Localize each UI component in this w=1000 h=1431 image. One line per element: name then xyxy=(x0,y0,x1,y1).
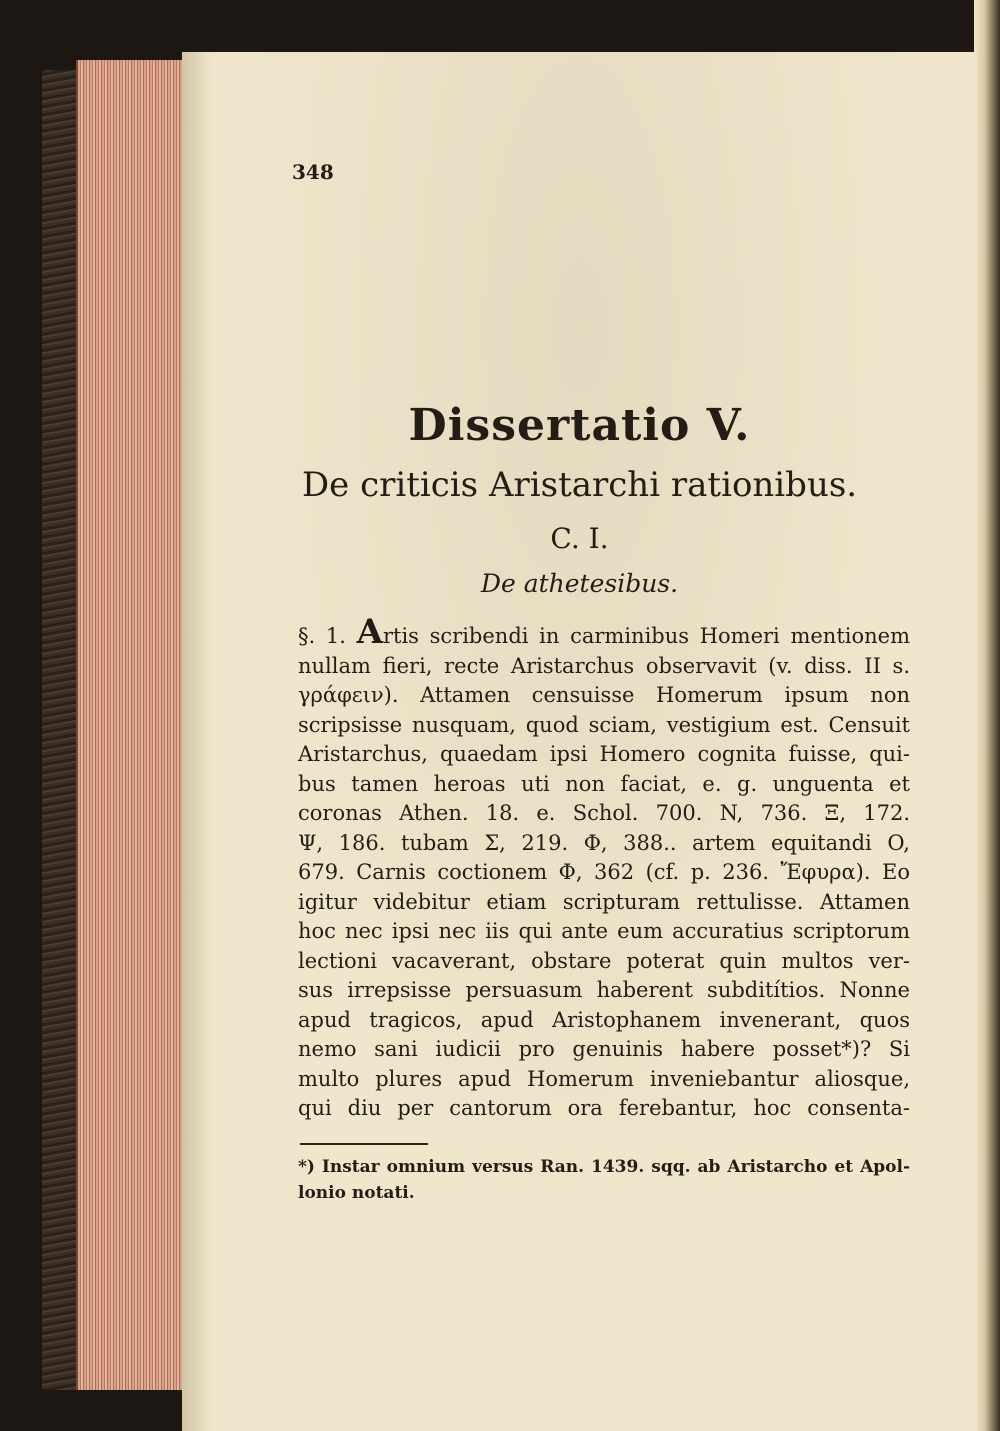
dissertation-subtitle: De criticis Aristarchi rationibus. xyxy=(301,465,858,505)
text-line: qui diu per cantorum ora ferebantur, hoc consenta- xyxy=(298,1096,910,1120)
chapter-label: C. I. xyxy=(550,522,609,555)
text-line: scripsisse nusquam, quod sciam, vestigium est. Censuit xyxy=(298,712,910,737)
text-line: coronas Athen. 18. e. Schol. 700. N, 736. Ξ, 172. xyxy=(298,801,910,825)
footnote-line: lonio notati. xyxy=(298,1183,415,1203)
dissertation-title: Dissertatio V. xyxy=(408,400,751,451)
text-line: γράφειν). Attamen censuisse Homerum ipsum non xyxy=(298,683,910,707)
page-edges xyxy=(76,60,190,1390)
footnote xyxy=(298,1154,910,1206)
text-line: 679. Carnis coctionem Φ, 362 (cf. p. 236. Ἔφυρα). Eo xyxy=(298,860,910,884)
facing-page-edge xyxy=(974,0,1000,1431)
chapter-topic: De athetesibus. xyxy=(480,569,679,598)
text-line: lectioni vacaverant, obstare poterat quin multos ver- xyxy=(298,948,910,973)
section-mark: §. 1. xyxy=(298,624,346,648)
footnote-rule xyxy=(300,1143,428,1145)
text-line: bus tamen heroas uti non faciat, e. g. unguenta et xyxy=(298,771,910,796)
text-line: sus irrepsisse persuasum haberent subditítios. Nonne xyxy=(298,978,910,1002)
initial-letter: A xyxy=(356,612,383,652)
text-line: igitur videbitur etiam scripturam rettulisse. Attamen xyxy=(298,889,910,914)
line-text: rtis scribendi in carminibus Homeri mentionem xyxy=(382,624,910,648)
text-line: hoc nec ipsi nec iis qui ante eum accuratius scriptorum xyxy=(298,919,910,943)
text-line: apud tragicos, apud Aristophanem invenerant, quos xyxy=(298,1007,910,1032)
text-line: multo plures apud Homerum inveniebantur aliosque, xyxy=(298,1066,910,1091)
footnote-line: *) Instar omnium versus Ran. 1439. sqq. ab Aristarcho et Apol- xyxy=(298,1157,910,1177)
page-number: 348 xyxy=(292,160,334,184)
body-text xyxy=(298,612,910,1124)
text-line: nemo sani iudicii pro genuinis habere posset*)? Si xyxy=(298,1037,910,1061)
text-line xyxy=(298,612,910,652)
text-line: Aristarchus, quaedam ipsi Homero cognita fuisse, qui- xyxy=(298,742,910,766)
book-page xyxy=(182,52,977,1431)
text-line: Ψ, 186. tubam Σ, 219. Φ, 388.. artem equitandi O, xyxy=(298,830,910,855)
text-line: nullam fieri, recte Aristarchus observavit (v. diss. II s. xyxy=(298,653,910,678)
